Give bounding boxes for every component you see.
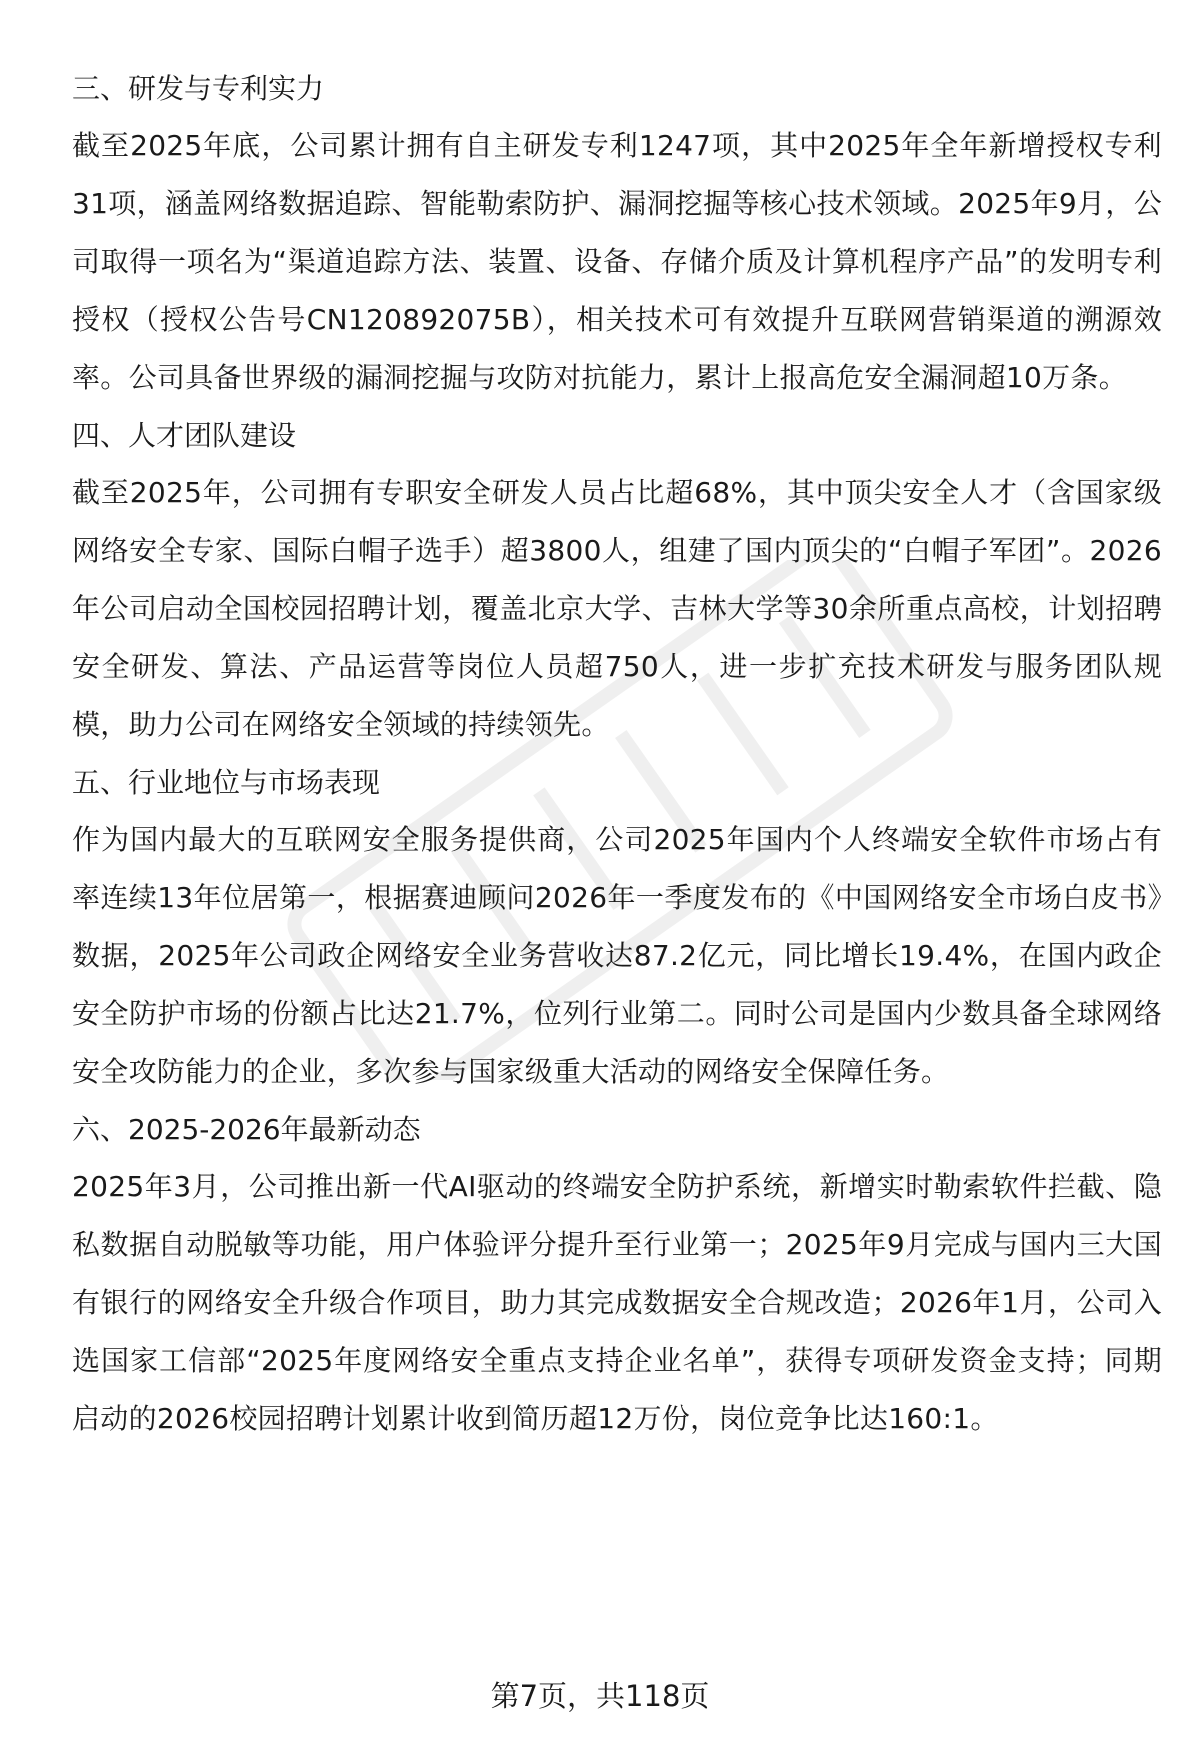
section-paragraph: 作为国内最大的互联网安全服务提供商，公司2025年国内个人终端安全软件市场占有率连续13年位居第一，根据赛迪顾问2026年一季度发布的《中国网络安全市场白皮书》数据，2025年公司政企网络安全业务营收达87.2亿元，同比增长19.4%，在国内政企安全防护市场的份额占比达21.7%，位列行业第二。同时公司是国内少数具备全球网络安全攻防能力的企业，多次参与国家级重大活动的网络安全保障任务。 — [72, 823, 1162, 1088]
section-heading: 五、行业地位与市场表现 — [72, 766, 381, 799]
section-latest-news — [72, 1101, 1162, 1448]
section-rd-patents — [72, 60, 1162, 407]
section-heading: 四、人才团队建设 — [72, 419, 297, 452]
section-paragraph: 2025年3月，公司推出新一代AI驱动的终端安全防护系统，新增实时勒索软件拦截、隐私数据自动脱敏等功能，用户体验评分提升至行业第一；2025年9月完成与国内三大国有银行的网络安全升级合作项目，助力其完成数据安全合规改造；2026年1月，公司入选国家工信部“2025年度网络安全重点支持企业名单”，获得专项研发资金支持；同期启动的2026校园招聘计划累计收到简历超12万份，岗位竞争比达160:1。 — [72, 1170, 1162, 1435]
section-heading: 三、研发与专利实力 — [72, 72, 325, 105]
section-talent-team — [72, 407, 1162, 754]
section-heading: 六、2025-2026年最新动态 — [72, 1113, 421, 1146]
section-industry-position — [72, 754, 1162, 1101]
page-number: 第7页，共118页 — [490, 1679, 710, 1713]
document-body — [72, 60, 1162, 1448]
section-paragraph: 截至2025年，公司拥有专职安全研发人员占比超68%，其中顶尖安全人才（含国家级网络安全专家、国际白帽子选手）超3800人，组建了国内顶尖的“白帽子军团”。2026年公司启动全国校园招聘计划，覆盖北京大学、吉林大学等30余所重点高校，计划招聘安全研发、算法、产品运营等岗位人员超750人，进一步扩充技术研发与服务团队规模，助力公司在网络安全领域的持续领先。 — [72, 476, 1162, 741]
section-paragraph: 截至2025年底，公司累计拥有自主研发专利1247项，其中2025年全年新增授权专利31项，涵盖网络数据追踪、智能勒索防护、漏洞挖掘等核心技术领域。2025年9月，公司取得一项名为“渠道追踪方法、装置、设备、存储介质及计算机程序产品”的发明专利授权（授权公告号CN120892075B），相关技术可有效提升互联网营销渠道的溯源效率。公司具备世界级的漏洞挖掘与攻防对抗能力，累计上报高危安全漏洞超10万条。 — [72, 129, 1162, 394]
